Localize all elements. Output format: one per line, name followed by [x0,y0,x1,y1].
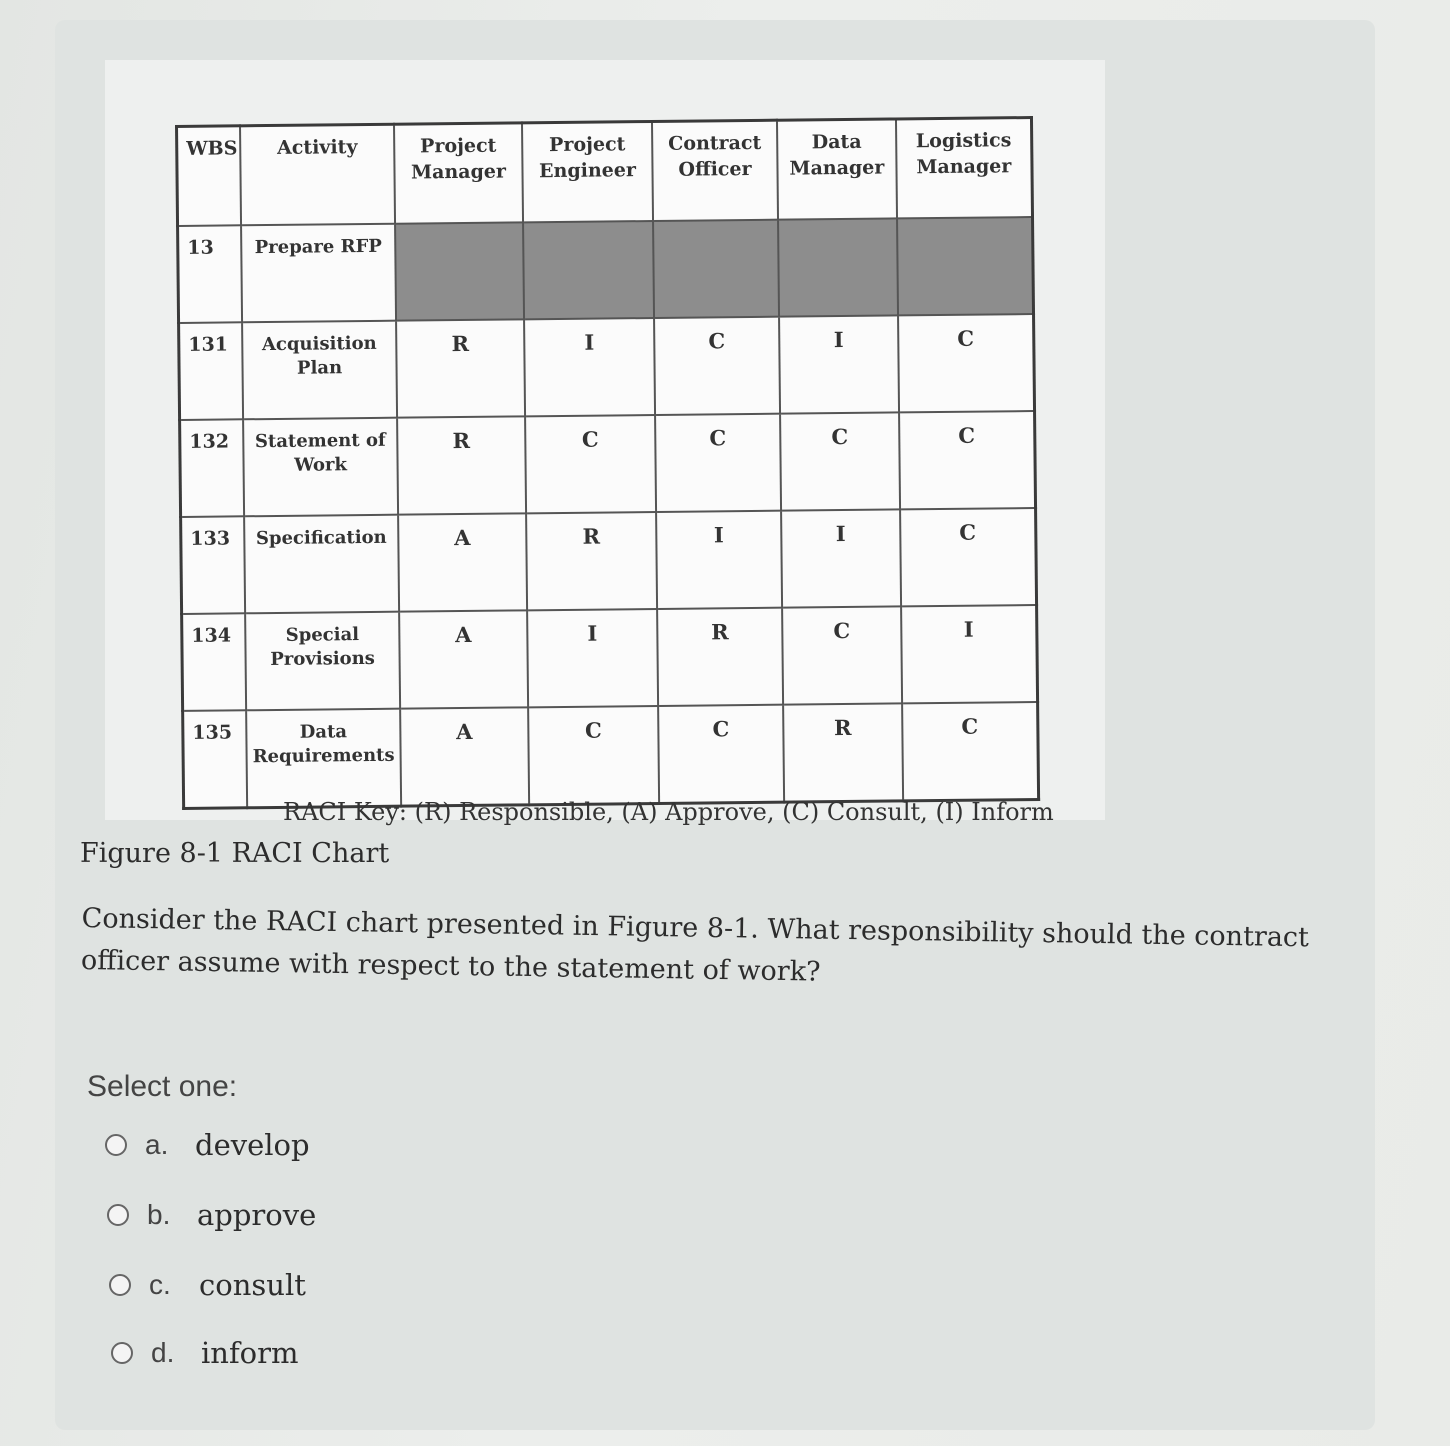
question-panel [55,20,1375,1430]
shaded-cell [523,221,654,319]
raci-cell: I [527,609,658,707]
radio-icon[interactable] [107,1204,129,1226]
column-header-wbs: WBS [177,126,242,226]
column-header-contract-officer: Contract Officer [652,120,778,221]
option-text[interactable]: consult [199,1268,306,1302]
radio-icon[interactable] [105,1134,127,1156]
raci-cell: C [654,317,780,415]
column-header-activity: Activity [240,124,395,225]
column-header-project-engineer: Project Engineer [522,122,653,223]
raci-cell: I [779,315,899,413]
raci-key: RACI Key: (R) Responsible, (A) Approve, (C) Consult, (I) Inform [283,798,1054,826]
raci-cell: C [528,706,659,805]
raci-cell: C [658,705,784,804]
raci-cell: I [656,511,782,609]
raci-figure [105,60,1105,826]
radio-icon[interactable] [109,1274,131,1296]
figure-caption: Figure 8-1 RACI Chart [80,838,390,869]
raci-row [182,605,1038,711]
activity-cell: Statement of Work [243,418,398,517]
raci-cell: R [783,703,903,802]
wbs-cell: 135 [183,710,248,808]
option-d[interactable] [111,1336,299,1370]
shaded-cell [778,218,898,316]
option-a[interactable] [105,1128,310,1162]
raci-cell: C [902,702,1039,801]
raci-cell: R [396,319,525,417]
raci-header-row [177,118,1033,226]
column-header-data-manager: Data Manager [777,119,897,220]
raci-cell: A [399,610,528,708]
wbs-cell: 13 [178,225,243,323]
shaded-cell [653,220,779,318]
radio-icon[interactable] [111,1342,133,1364]
raci-row [179,314,1035,420]
raci-cell: C [782,606,902,704]
raci-cell: C [525,415,656,513]
option-text[interactable]: inform [201,1336,299,1370]
raci-cell: C [899,411,1036,509]
activity-cell: Data Requirements [246,709,401,808]
column-header-logistics-manager: Logistics Manager [896,118,1033,219]
option-letter: c. [149,1269,171,1300]
column-header-project-manager: Project Manager [394,123,523,224]
raci-cell: R [657,608,783,706]
activity-cell: Special Provisions [245,612,400,711]
raci-group-row [178,217,1034,323]
option-text[interactable]: develop [195,1128,310,1162]
wbs-cell: 132 [180,419,245,517]
wbs-cell: 134 [182,613,247,711]
select-one-label: Select one: [87,1070,238,1103]
wbs-cell: 133 [181,516,246,614]
raci-cell: R [526,512,657,610]
raci-row [181,508,1037,614]
raci-row [183,702,1039,808]
option-c[interactable] [109,1268,306,1302]
raci-cell: I [524,318,655,416]
raci-cell: C [898,314,1035,412]
raci-table [175,116,1040,810]
raci-cell: C [655,414,781,512]
option-letter: b. [147,1199,171,1230]
raci-cell: C [900,508,1037,606]
raci-cell: A [398,513,527,611]
wbs-cell: 131 [179,322,244,420]
raci-cell: R [397,416,526,514]
activity-cell: Specification [244,515,399,614]
raci-cell: A [400,707,529,806]
option-b[interactable] [107,1198,316,1232]
raci-cell: I [781,509,901,607]
activity-cell: Prepare RFP [241,224,396,323]
option-letter: a. [145,1129,169,1160]
option-text[interactable]: approve [197,1198,317,1232]
activity-cell: Acquisition Plan [242,321,397,420]
raci-cell: C [780,412,900,510]
shaded-cell [395,222,524,320]
option-letter: d. [151,1337,175,1368]
raci-cell: I [901,605,1038,703]
question-text: Consider the RACI chart presented in Figure 8-1. What responsibility should the contract officer assume with respect to the statement of work? [80,902,1310,988]
shaded-cell [897,217,1034,315]
raci-row [180,411,1036,517]
